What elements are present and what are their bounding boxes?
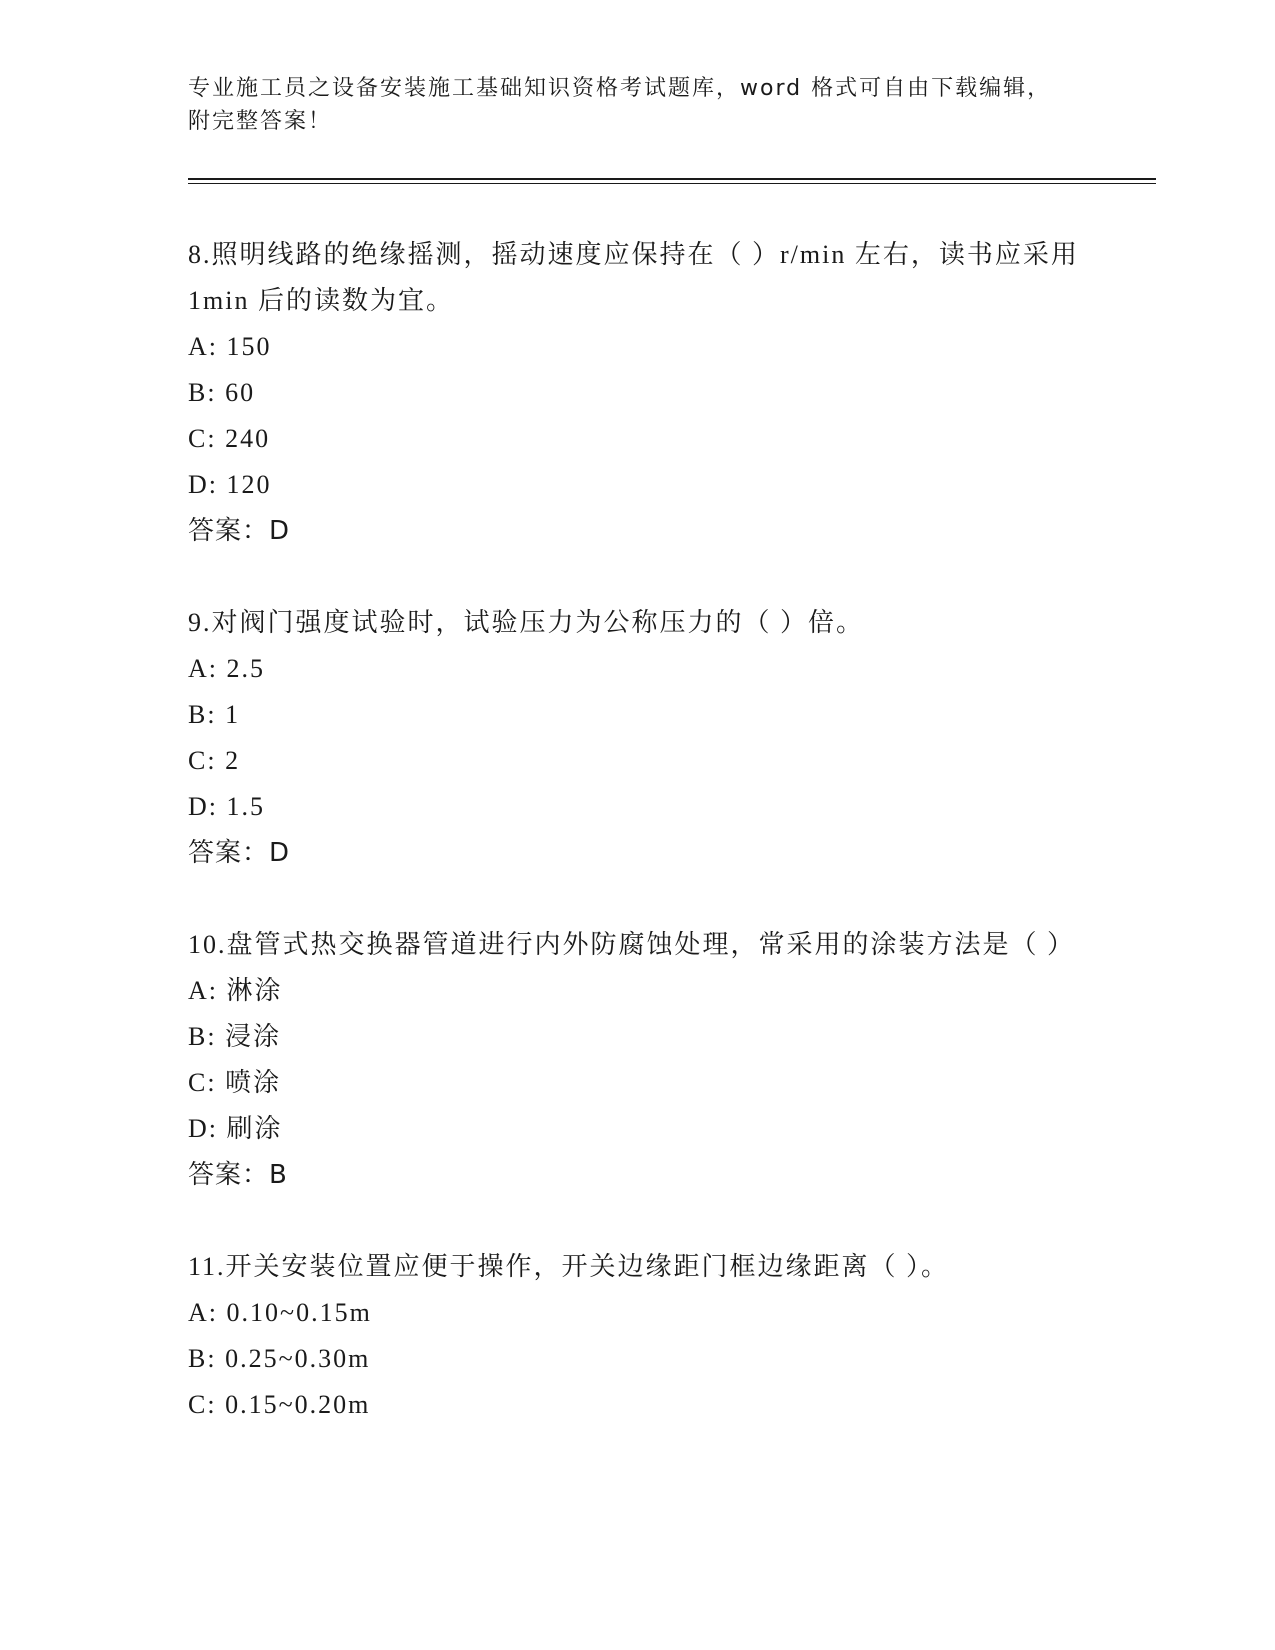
question-item	[188, 600, 1088, 876]
option-c: C: 喷涂	[188, 1068, 282, 1097]
question-stem: 8.照明线路的绝缘摇测，摇动速度应保持在（ ）r/min 左右，读书应采用 1min 后的读数为宜。	[188, 240, 1079, 315]
option-d: D: 120	[188, 470, 272, 499]
question-item	[188, 232, 1088, 554]
option-c: C: 0.15~0.20m	[188, 1390, 371, 1419]
header-divider	[188, 178, 1156, 180]
option-a: A: 2.5	[188, 654, 265, 683]
question-stem: 10.盘管式热交换器管道进行内外防腐蚀处理，常采用的涂装方法是（ ）	[188, 930, 1076, 959]
document-header: 专业施工员之设备安装施工基础知识资格考试题库，word 格式可自由下载编辑，附完整答案！	[188, 76, 1052, 134]
header-divider-thin	[188, 183, 1156, 184]
option-b: B: 1	[188, 700, 241, 729]
question-item	[188, 1244, 1088, 1428]
option-a: A: 150	[188, 332, 272, 361]
option-d: D: 1.5	[188, 792, 265, 821]
answer-text: 答案：D	[188, 838, 291, 868]
question-item	[188, 922, 1088, 1198]
option-c: C: 240	[188, 424, 271, 453]
answer-text: 答案：D	[188, 516, 291, 546]
question-list	[188, 232, 1088, 1474]
option-b: B: 60	[188, 378, 256, 407]
option-b: B: 浸涂	[188, 1022, 282, 1051]
option-c: C: 2	[188, 746, 241, 775]
question-stem: 11.开关安装位置应便于操作，开关边缘距门框边缘距离（ ）。	[188, 1252, 950, 1281]
answer-text: 答案：B	[188, 1160, 288, 1190]
question-stem: 9.对阀门强度试验时，试验压力为公称压力的（ ）倍。	[188, 608, 865, 637]
option-a: A: 淋涂	[188, 976, 283, 1005]
option-d: D: 刷涂	[188, 1114, 283, 1143]
option-a: A: 0.10~0.15m	[188, 1298, 372, 1327]
option-b: B: 0.25~0.30m	[188, 1344, 371, 1373]
